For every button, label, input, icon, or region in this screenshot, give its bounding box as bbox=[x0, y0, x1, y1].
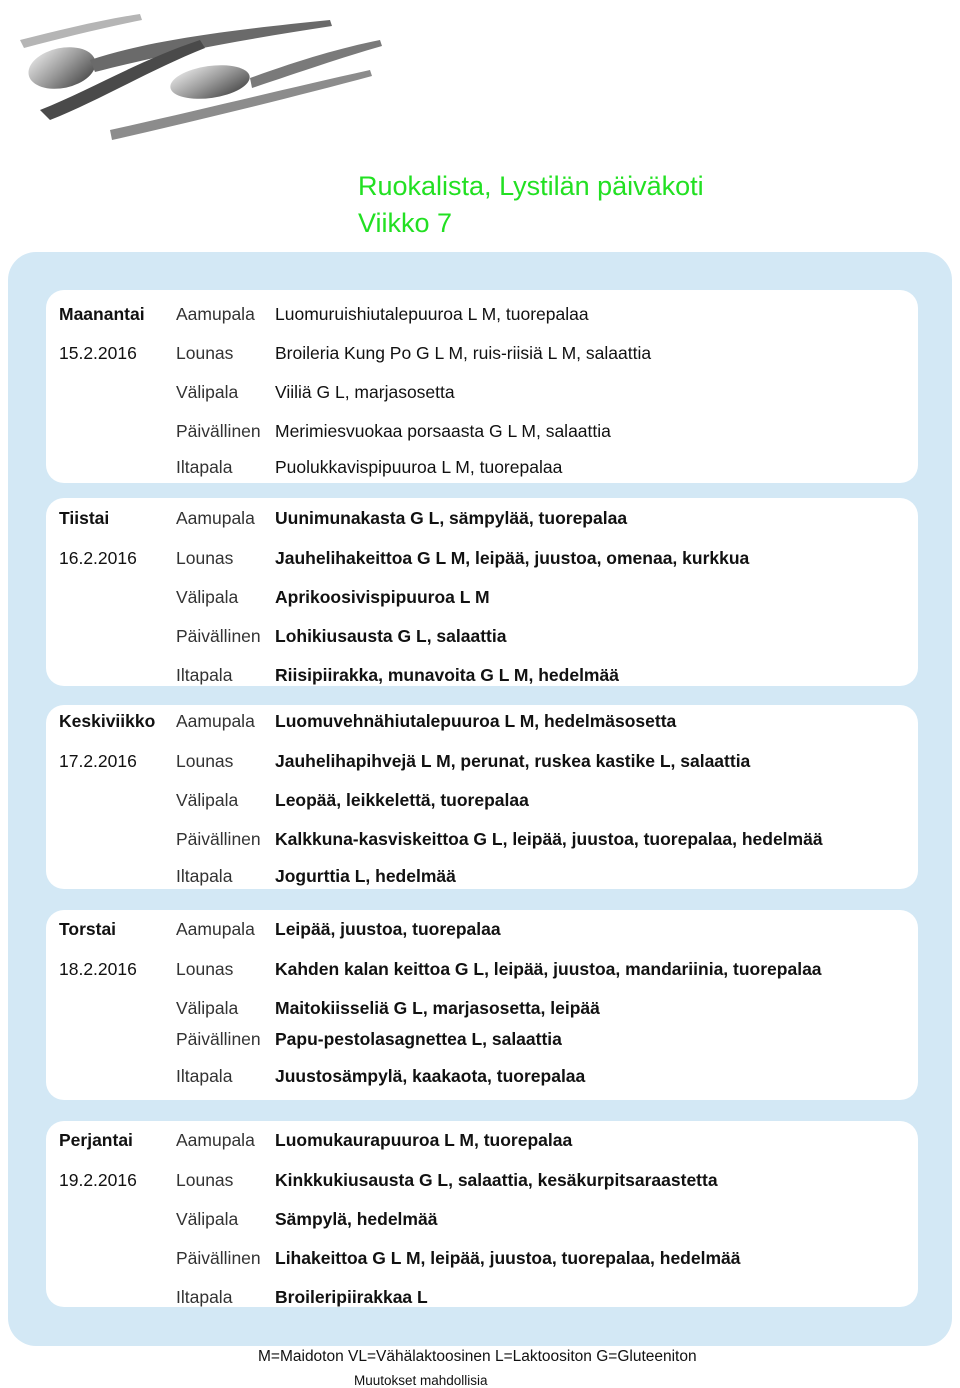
meal-label: Iltapala bbox=[176, 457, 233, 477]
meal-label: Aamupala bbox=[176, 1130, 255, 1150]
meal-label: Välipala bbox=[176, 382, 239, 402]
day-date: 17.2.2016 bbox=[59, 751, 137, 771]
cutlery-image bbox=[0, 0, 390, 160]
meal-label: Iltapala bbox=[176, 665, 233, 685]
meal-text: Papu-pestolasagnettea L, salaattia bbox=[275, 1029, 562, 1049]
meal-text: Luomukaurapuuroa L M, tuorepalaa bbox=[275, 1130, 573, 1150]
meal-label: Aamupala bbox=[176, 304, 255, 324]
meal-text: Viiliä G L, marjasosetta bbox=[275, 382, 455, 402]
meal-label: Aamupala bbox=[176, 919, 255, 939]
day-date: 19.2.2016 bbox=[59, 1170, 137, 1190]
meal-label: Välipala bbox=[176, 790, 239, 810]
meal-text: Kahden kalan keittoa G L, leipää, juustoa, mandariinia, tuorepalaa bbox=[275, 959, 822, 979]
meal-text: Lihakeittoa G L M, leipää, juustoa, tuorepalaa, hedelmää bbox=[275, 1248, 741, 1268]
meal-label: Lounas bbox=[176, 959, 234, 979]
day-name: Maanantai bbox=[59, 304, 145, 324]
meal-text: Riisipiirakka, munavoita G L M, hedelmää bbox=[275, 665, 619, 685]
meal-text: Kinkkukiusausta G L, salaattia, kesäkurpitsaraastetta bbox=[275, 1170, 718, 1190]
meal-text: Luomuruishiutalepuuroa L M, tuorepalaa bbox=[275, 304, 589, 324]
meal-text: Lohikiusausta G L, salaattia bbox=[275, 626, 507, 646]
meal-text: Leopää, leikkelettä, tuorepalaa bbox=[275, 790, 529, 810]
meal-text: Puolukkavispipuuroa L M, tuorepalaa bbox=[275, 457, 563, 477]
meal-label: Päivällinen bbox=[176, 829, 261, 849]
allergen-legend: M=Maidoton VL=Vähälaktoosinen L=Laktoositon G=Gluteeniton bbox=[258, 1348, 697, 1365]
day-date: 15.2.2016 bbox=[59, 343, 137, 363]
meal-label: Iltapala bbox=[176, 866, 233, 886]
meal-label: Lounas bbox=[176, 751, 234, 771]
page-title: Ruokalista, Lystilän päiväkoti bbox=[358, 171, 704, 201]
meal-text: Sämpylä, hedelmää bbox=[275, 1209, 438, 1229]
meal-label: Lounas bbox=[176, 1170, 234, 1190]
meal-text: Aprikoosivispipuuroa L M bbox=[275, 587, 490, 607]
meal-text: Leipää, juustoa, tuorepalaa bbox=[275, 919, 501, 939]
day-name: Perjantai bbox=[59, 1130, 133, 1150]
meal-label: Päivällinen bbox=[176, 1248, 261, 1268]
meal-text: Jauhelihapihvejä L M, perunat, ruskea kastike L, salaattia bbox=[275, 751, 751, 771]
day-date: 18.2.2016 bbox=[59, 959, 137, 979]
day-card bbox=[46, 498, 918, 686]
meal-text: Kalkkuna-kasviskeittoa G L, leipää, juustoa, tuorepalaa, hedelmää bbox=[275, 829, 823, 849]
meal-label: Välipala bbox=[176, 587, 239, 607]
meal-text: Broileria Kung Po G L M, ruis-riisiä L M, salaattia bbox=[275, 343, 652, 363]
day-date: 16.2.2016 bbox=[59, 548, 137, 568]
meal-text: Luomuvehnähiutalepuuroa L M, hedelmäsosetta bbox=[275, 711, 677, 731]
meal-label: Välipala bbox=[176, 1209, 239, 1229]
meal-label: Päivällinen bbox=[176, 1029, 261, 1049]
day-card bbox=[46, 910, 918, 1100]
day-name: Keskiviikko bbox=[59, 711, 156, 731]
day-card bbox=[46, 705, 918, 889]
meal-label: Välipala bbox=[176, 998, 239, 1018]
meal-label: Iltapala bbox=[176, 1066, 233, 1086]
meal-label: Päivällinen bbox=[176, 421, 261, 441]
changes-note: Muutokset mahdollisia bbox=[354, 1373, 488, 1388]
meal-label: Aamupala bbox=[176, 508, 255, 528]
meal-label: Iltapala bbox=[176, 1287, 233, 1307]
meal-label: Päivällinen bbox=[176, 626, 261, 646]
meal-text: Uunimunakasta G L, sämpylää, tuorepalaa bbox=[275, 508, 628, 528]
day-name: Tiistai bbox=[59, 508, 110, 528]
meal-text: Merimiesvuokaa porsaasta G L M, salaattia bbox=[275, 421, 611, 441]
meal-text: Juustosämpylä, kaakaota, tuorepalaa bbox=[275, 1066, 586, 1086]
meal-text: Jauhelihakeittoa G L M, leipää, juustoa, omenaa, kurkkua bbox=[275, 548, 750, 568]
title-block bbox=[358, 168, 704, 242]
week-label: Viikko 7 bbox=[358, 208, 453, 238]
meal-text: Broileripiirakkaa L bbox=[275, 1287, 428, 1307]
day-card bbox=[46, 1121, 918, 1307]
day-card bbox=[46, 290, 918, 483]
day-name: Torstai bbox=[59, 919, 117, 939]
meal-label: Lounas bbox=[176, 343, 234, 363]
meal-text: Maitokiisseliä G L, marjasosetta, leipää bbox=[275, 998, 600, 1018]
meal-label: Aamupala bbox=[176, 711, 255, 731]
meal-text: Jogurttia L, hedelmää bbox=[275, 866, 456, 886]
meal-label: Lounas bbox=[176, 548, 234, 568]
